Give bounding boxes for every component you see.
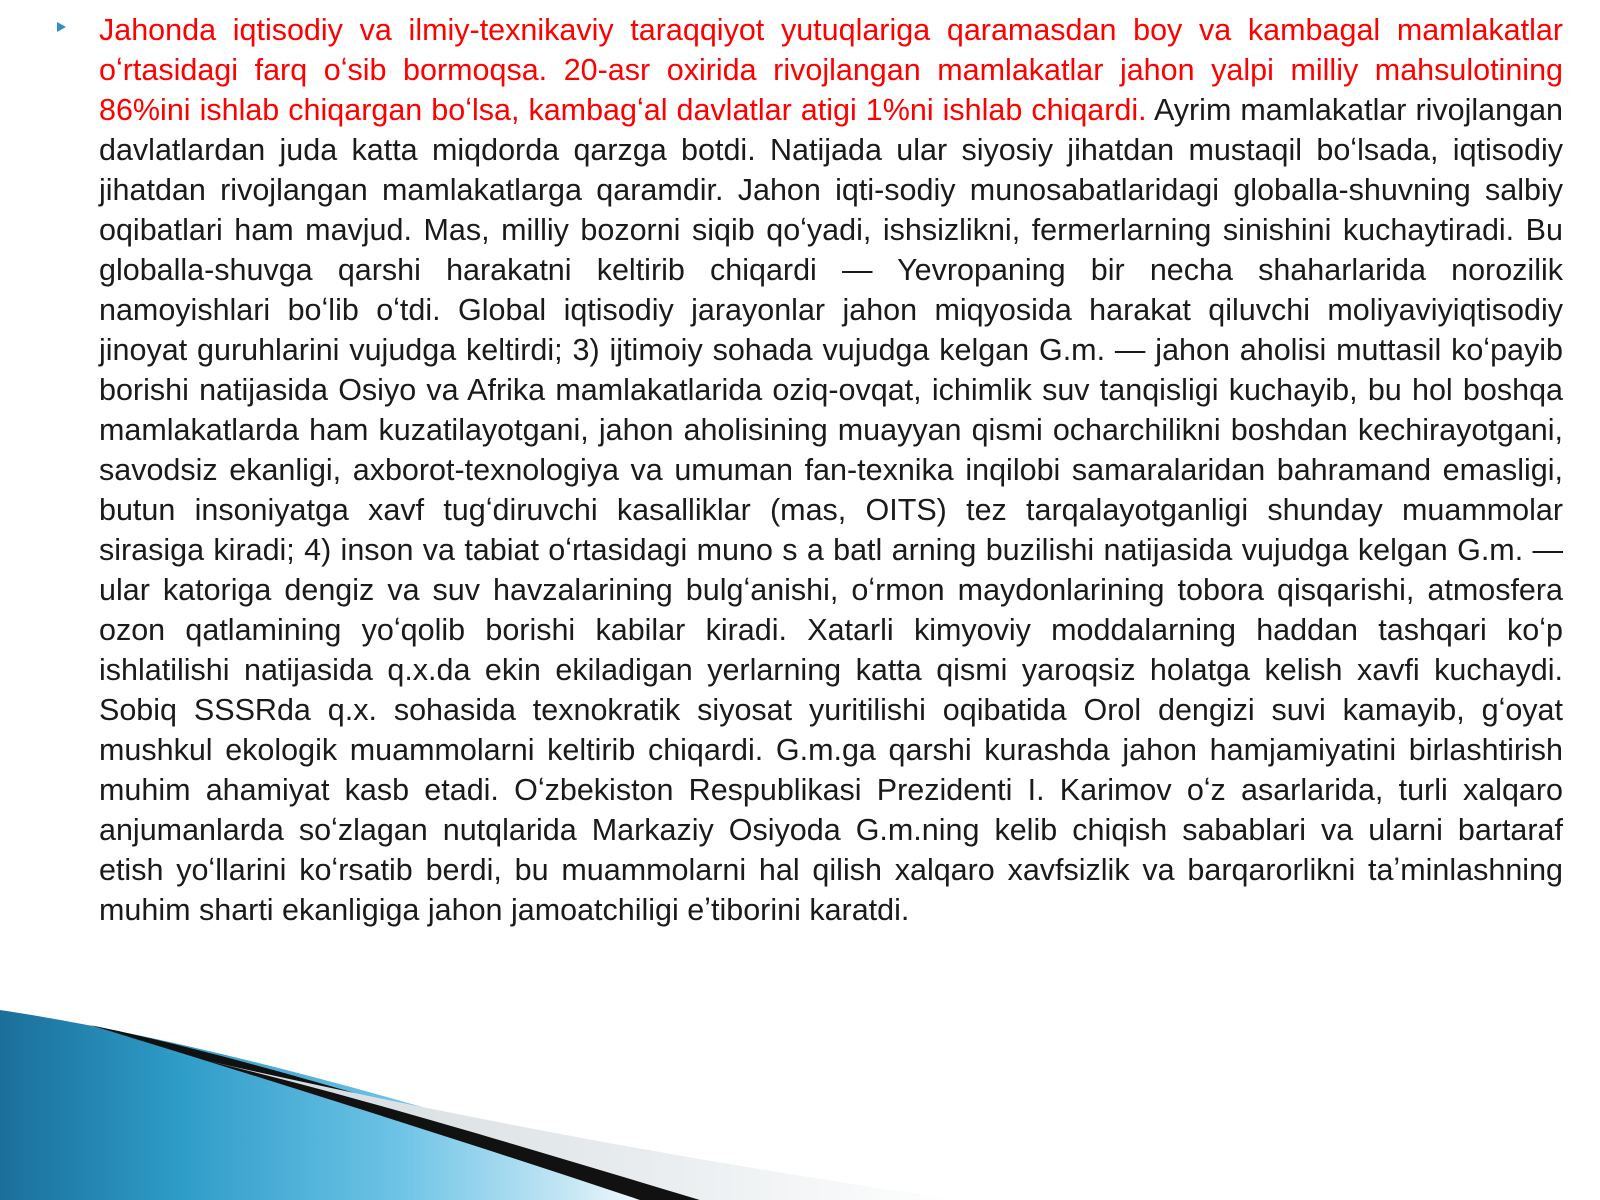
triangle-bullet-icon: [57, 22, 66, 32]
highlighted-text: Jahonda iqtisodiy va ilmiy-texnikaviy taraqqiyot yutuqlariga qaramasdan boy va kambagal mamlakatlar oʻrtasidagi farq oʻsib bormoqsa. 20-asr oxirida rivojlangan mamlakatlar jahon yalpi milliy mahsulotining 86%ini ishlab chiqargan boʻlsa, kambagʻal davlatlar atigi 1%ni ishlab chiqardi.: [99, 13, 1563, 127]
body-text: Ayrim mamlakatlar rivojlangan davlatlardan juda katta miqdorda qarzga botdi. Natijada ular siyosiy jihatdan mustaqil boʻlsada, iqtisodiy jihatdan rivojlangan mamlakatlarga qaramdir. Jahon iqti-sodiy munosabatlaridagi globalla-shuvning salbiy oqibatlari ham mavjud. Mas, milliy bozorni siqib qoʻyadi, ishsizlikni, fermerlarning sinishini kuchaytiradi. Bu globalla-shuvga qarshi harakatni keltirib chiqardi — Yevropaning bir necha shaharlarida norozilik namoyishlari boʻlib oʻtdi. Global iqtisodiy jarayonlar jahon miqyosida harakat qiluvchi moliyaviyiqtisodiy jinoyat guruhlarini vujudga keltirdi; 3) ijtimoiy sohada vujudga kelgan G.m. — jahon aholisi muttasil koʻpayib borishi natijasida Osiyo va Afrika mamlakatlarida oziq-ovqat, ichimlik suv tanqisligi kuchayib, bu hol boshqa mamlakatlarda ham kuzatilayotgani, jahon aholisining muayyan qismi ocharchilikni boshdan kechirayotgani, savodsiz ekanligi, axborot-texnologiya va umuman fan-texnika inqilobi samaralaridan bahramand emasligi, butun insoniyatga xavf tugʻdiruvchi kasalliklar (mas, OITS) tez tarqalayotganligi shunday muammolar sirasiga kiradi; 4) inson va tabiat oʻrtasidagi muno s a batl arning buzilishi natijasida vujudga kelgan G.m. — ular katoriga dengiz va suv havzalarining bulgʻanishi, oʻrmon maydonlarining tobora qisqarishi, atmosfera ozon qatlamining yoʻqolib borishi kabilar kiradi. Xatarli kimyoviy moddalarning haddan tashqari koʻp ishlatilishi natijasida q.x.da ekin ekiladigan yerlarning katta qismi yaroqsiz holatga kelish xavfi kuchaydi. Sobiq SSSRda q.x. sohasida texnokratik siyosat yuritilishi oqibatida Orol dengizi suvi kamayib, gʻoyat mushkul ekologik muammolarni keltirib chiqardi. G.m.ga qarshi kurashda jahon hamjamiyatini birlashtirish muhim ahamiyat kasb etadi. Oʻzbekiston Respublikasi Prezidenti I. Karimov oʻz asarlarida, turli xalqaro anjumanlarda soʻzlagan nutqlarida Markaziy Osiyoda G.m.ning kelib chiqish sabablari va ularni bartaraf etish yoʻllarini koʻrsatib berdi, bu muammolarni hal qilish xalqaro xavfsizlik va barqarorlikni taʼminlashning muhim sharti ekanligiga jahon jamoatchiligi eʼtiborini karatdi.: [99, 93, 1563, 927]
black-band: [90, 1025, 700, 1200]
body-paragraph: [99, 10, 1563, 930]
blue-swoosh: [0, 1010, 720, 1200]
grey-sheet: [160, 1050, 960, 1200]
